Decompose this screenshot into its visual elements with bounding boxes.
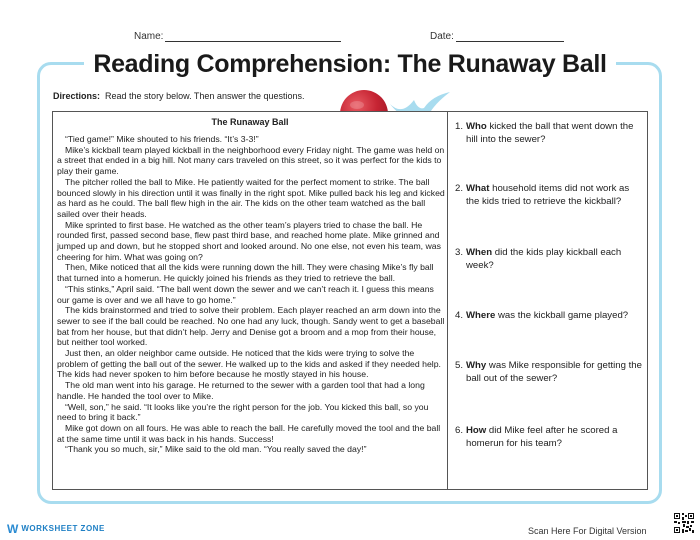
question-5 bbox=[455, 360, 645, 386]
question-keyword: Who bbox=[466, 121, 487, 132]
question-number: 2. bbox=[455, 183, 464, 194]
logo-w-icon: W bbox=[7, 522, 19, 536]
directions-label: Directions: bbox=[53, 91, 101, 101]
date-line[interactable] bbox=[456, 32, 564, 42]
question-keyword: Why bbox=[466, 360, 487, 371]
story-paragraph: The kids brainstormed and tried to solve their problem. Each player reached an arm down into the sewer to see if the ball could be reached. No one had any luck, though. Sandy went to get a baseball bat from her house, but that didn’t help. Jerry and Denise got a broom and a mop from their house, but neither tool worked. bbox=[57, 305, 445, 348]
question-text: was Mike responsible for getting the ball out of the sewer? bbox=[466, 360, 642, 384]
story-paragraph: Then, Mike noticed that all the kids were running down the hill. They were chasing Mike’s fly ball that turned into a homerun. He quickly joined his friends as they tried to retrieve the ball. bbox=[57, 262, 434, 284]
question-4 bbox=[455, 310, 645, 323]
logo-text: WORKSHEET ZONE bbox=[21, 524, 105, 533]
directions bbox=[53, 91, 305, 101]
question-text: did Mike feel after he scored a homerun for his team? bbox=[466, 425, 618, 449]
story-title: The Runaway Ball bbox=[211, 117, 289, 127]
name-field[interactable] bbox=[134, 31, 341, 42]
question-keyword: What bbox=[466, 183, 490, 194]
question-text: did the kids play kickball each week? bbox=[466, 247, 622, 271]
question-text: was the kickball game played? bbox=[495, 310, 629, 321]
page-title: Reading Comprehension: The Runaway Ball bbox=[93, 50, 607, 78]
name-label: Name: bbox=[134, 31, 164, 42]
question-keyword: Where bbox=[466, 310, 496, 321]
story-paragraph: “This stinks,” April said. “The ball went down the sewer and we can’t reach it. I guess this means our game is over and we all have to go home.” bbox=[57, 283, 434, 305]
date-field[interactable] bbox=[430, 31, 564, 42]
question-1 bbox=[455, 121, 645, 147]
story-text bbox=[57, 134, 445, 455]
question-number: 5. bbox=[455, 360, 464, 371]
story-paragraph: Just then, an older neighbor came outside. He noticed that the kids were trying to solve the problem of getting the ball out of the sewer. He walked up to the kids and asked if they needed help. The kids had never spoken to him before because he mostly stayed in his house. bbox=[57, 348, 441, 380]
story-paragraph: Mike’s kickball team played kickball in the neighborhood every Friday night. The game was held on a street that ended in a big hill. Not many cars traveled on this street, so it was perfect for the kids to play their game. bbox=[57, 144, 445, 177]
question-keyword: When bbox=[466, 247, 493, 258]
scan-text: Scan Here For Digital Version bbox=[528, 526, 647, 536]
story-paragraph: “Well, son,” he said. “It looks like you’re the right person for the job. You kicked this ball, so you need to bring it back.” bbox=[57, 401, 429, 423]
story-paragraph: Mike sprinted to first base. He watched as the other team’s players tried to chase the ball. He rounded first, passed second base, flew past third base, and reached home plate. Mike grinned and jumped up and down, but he stopped short and looked around. No one else, not even his team, was cheering for him. What was going on? bbox=[57, 219, 441, 262]
story-paragraph: “Thank you so much, sir,” Mike said to the old man. “You really saved the day!” bbox=[65, 444, 367, 455]
question-2 bbox=[455, 183, 645, 209]
story-paragraph: The pitcher rolled the ball to Mike. He patiently waited for the perfect moment to strike. The ball bounced slowly in his direction until it was finally in the right spot. Mike pulled back his leg and kicked as hard as he could. The ball flew high in the air. The kids on the other team watched as the ball sailed over their heads. bbox=[57, 176, 445, 219]
story-paragraph: The old man went into his garage. He returned to the sewer with a garden tool that had a long handle. He handed the tool over to Mike. bbox=[57, 380, 425, 401]
question-number: 3. bbox=[455, 247, 464, 258]
story-paragraph: “Tied game!” Mike shouted to his friends. “It’s 3-3!” bbox=[65, 134, 259, 144]
date-label: Date: bbox=[430, 31, 454, 42]
name-line[interactable] bbox=[165, 32, 341, 42]
column-divider bbox=[447, 111, 448, 490]
qr-code-icon[interactable] bbox=[673, 512, 695, 534]
worksheet-zone-logo[interactable] bbox=[7, 522, 105, 536]
question-text: kicked the ball that went down the hill into the sewer? bbox=[466, 121, 634, 145]
question-number: 4. bbox=[455, 310, 464, 321]
question-number: 1. bbox=[455, 121, 464, 132]
directions-text: Read the story below. Then answer the questions. bbox=[105, 91, 305, 101]
question-3 bbox=[455, 247, 645, 273]
question-keyword: How bbox=[466, 425, 487, 436]
question-number: 6. bbox=[455, 425, 464, 436]
question-6 bbox=[455, 425, 645, 451]
question-text: household items did not work as the kids tried to retrieve the kickball? bbox=[466, 183, 630, 207]
story-paragraph: Mike got down on all fours. He was able to reach the ball. He carefully moved the tool and the ball at the same time until it was back in his hands. Success! bbox=[57, 422, 441, 444]
